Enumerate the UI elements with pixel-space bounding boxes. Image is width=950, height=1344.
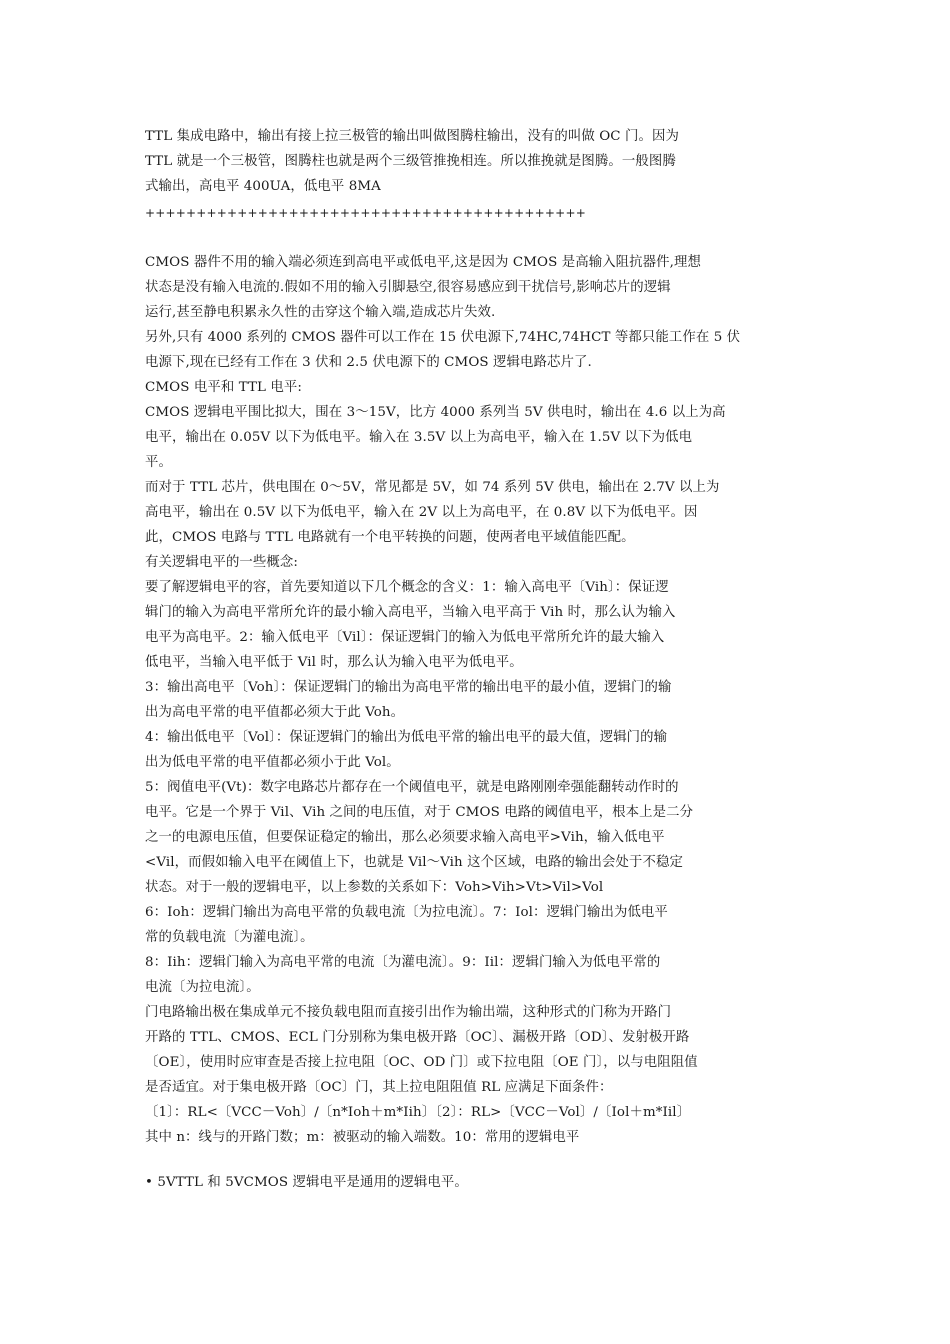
- text-line: TTL 集成电路中，输出有接上拉三极管的输出叫做图腾柱输出，没有的叫做 OC 门。因为: [145, 129, 679, 144]
- text-line: 低电平，当输入电平低于 Vil 时，那么认为输入电平为低电平。: [145, 655, 523, 670]
- text-line: 电平。它是一个界于 Vil、Vih 之间的电压值，对于 CMOS 电路的阈值电平，根本上是二分: [145, 805, 694, 820]
- text-line: 电平为高电平。2：输入低电平〔Vil〕：保证逻辑门的输入为低电平常所允许的最大输入: [145, 630, 665, 645]
- text-line: 出为低电平常的电平值都必须小于此 Vol。: [145, 755, 400, 770]
- text-line: 高电平，输出在 0.5V 以下为低电平，输入在 2V 以上为高电平，在 0.8V 以下为低电平。因: [145, 505, 698, 520]
- text-line: 是否适宜。对于集电极开路〔OC〕门，其上拉电阻阻值 RL 应满足下面条件：: [145, 1080, 613, 1095]
- text-line: 电平，输出在 0.05V 以下为低电平。输入在 3.5V 以上为高电平，输入在 1.5V 以下为低电: [145, 430, 693, 445]
- separator-line: [145, 203, 810, 223]
- text-line: 3：输出高电平〔Voh〕：保证逻辑门的输出为高电平常的输出电平的最小值，逻辑门的输: [145, 680, 672, 695]
- text-line: CMOS 器件不用的输入端必须连到高电平或低电平,这是因为 CMOS 是高输入阻抗器件,理想: [145, 255, 701, 270]
- text-line: 门电路输出极在集成单元不接负载电阻而直接引出作为输出端，这种形式的门称为开路门: [145, 1005, 672, 1020]
- text-line: 8：Iih：逻辑门输入为高电平常的电流〔为灌电流〕。9：Iil：逻辑门输入为低电平常的: [145, 955, 661, 970]
- formula-line: 〔1〕：RL<〔VCC－Voh〕/〔n*Ioh＋m*Iih〕〔2〕：RL>〔VCC－Vol〕/〔Iol＋m*Iil〕: [145, 1105, 691, 1120]
- bullet-list: [145, 1170, 810, 1195]
- text-line: 其中 n：线与的开路门数；m：被驱动的输入端数。10：常用的逻辑电平: [145, 1130, 580, 1145]
- text-line: 状态是没有输入电流的.假如不用的输入引脚悬空,很容易感应到干扰信号,影响芯片的逻辑: [145, 280, 671, 295]
- text-line: 此，CMOS 电路与 TTL 电路就有一个电平转换的问题，使两者电平域值能匹配。: [145, 530, 635, 545]
- paragraph-ttl-intro: [145, 124, 810, 199]
- text-line: 6：Ioh：逻辑门输出为高电平常的负载电流〔为拉电流〕。7：Iol：逻辑门输出为低电平: [145, 905, 668, 920]
- text-line: 另外,只有 4000 系列的 CMOS 器件可以工作在 15 伏电源下,74HC,74HCT 等都只能工作在 5 伏: [145, 330, 741, 345]
- section-heading: CMOS 电平和 TTL 电平:: [145, 380, 302, 395]
- text-line: TTL 就是一个三极管，图腾柱也就是两个三级管推挽相连。所以推挽就是图腾。一般图腾: [145, 154, 676, 169]
- text-line: 〔OE〕，使用时应审查是否接上拉电阻〔OC、OD 门〕或下拉电阻〔OE 门〕，以与电阻阻值: [145, 1055, 698, 1070]
- paragraph-main-body: [145, 250, 810, 1150]
- separator-text: +++++++++++++++++++++++++++++++++++++++++++: [145, 206, 586, 220]
- text-line: CMOS 逻辑电平围比拟大，围在 3～15V，比方 4000 系列当 5V 供电时，输出在 4.6 以上为高: [145, 405, 726, 420]
- text-line: 常的负载电流〔为灌电流〕。: [145, 930, 314, 945]
- text-line: 辑门的输入为高电平常所允许的最小输入高电平，当输入电平高于 Vih 时，那么认为输入: [145, 605, 676, 620]
- text-line: 要了解逻辑电平的容，首先要知道以下几个概念的含义：1：输入高电平〔Vih〕：保证逻: [145, 580, 669, 595]
- text-line: 运行,甚至静电积累永久性的击穿这个输入端,造成芯片失效.: [145, 305, 496, 320]
- section-heading: 有关逻辑电平的一些概念:: [145, 555, 299, 570]
- text-line: 5：阀值电平(Vt)：数字电路芯片都存在一个阈值电平，就是电路刚刚牵强能翻转动作时的: [145, 780, 679, 795]
- text-line: 开路的 TTL、CMOS、ECL 门分别称为集电极开路〔OC〕、漏极开路〔OD〕、发射极开路: [145, 1030, 690, 1045]
- text-line: 状态。对于一般的逻辑电平，以上参数的关系如下：Voh>Vih>Vt>Vil>Vol: [145, 880, 604, 895]
- text-line: 出为高电平常的电平值都必须大于此 Voh。: [145, 705, 405, 720]
- text-line: 之一的电源电压值，但要保证稳定的输出，那么必须要求输入高电平>Vih，输入低电平: [145, 830, 665, 845]
- text-line: 4：输出低电平〔Vol〕：保证逻辑门的输出为低电平常的输出电平的最大值，逻辑门的输: [145, 730, 668, 745]
- text-line: 电流〔为拉电流〕。: [145, 980, 260, 995]
- text-line: 电源下,现在已经有工作在 3 伏和 2.5 伏电源下的 CMOS 逻辑电路芯片了.: [145, 355, 592, 370]
- bullet-item: • 5VTTL 和 5VCMOS 逻辑电平是通用的逻辑电平。: [145, 1175, 468, 1190]
- text-line: 而对于 TTL 芯片，供电围在 0～5V，常见都是 5V，如 74 系列 5V 供电，输出在 2.7V 以上为: [145, 480, 720, 495]
- text-line: 平。: [145, 455, 172, 470]
- text-line: <Vil，而假如输入电平在阈值上下，也就是 Vil～Vih 这个区域，电路的输出会处于不稳定: [145, 855, 683, 870]
- text-line: 式输出，高电平 400UA，低电平 8MA: [145, 179, 381, 194]
